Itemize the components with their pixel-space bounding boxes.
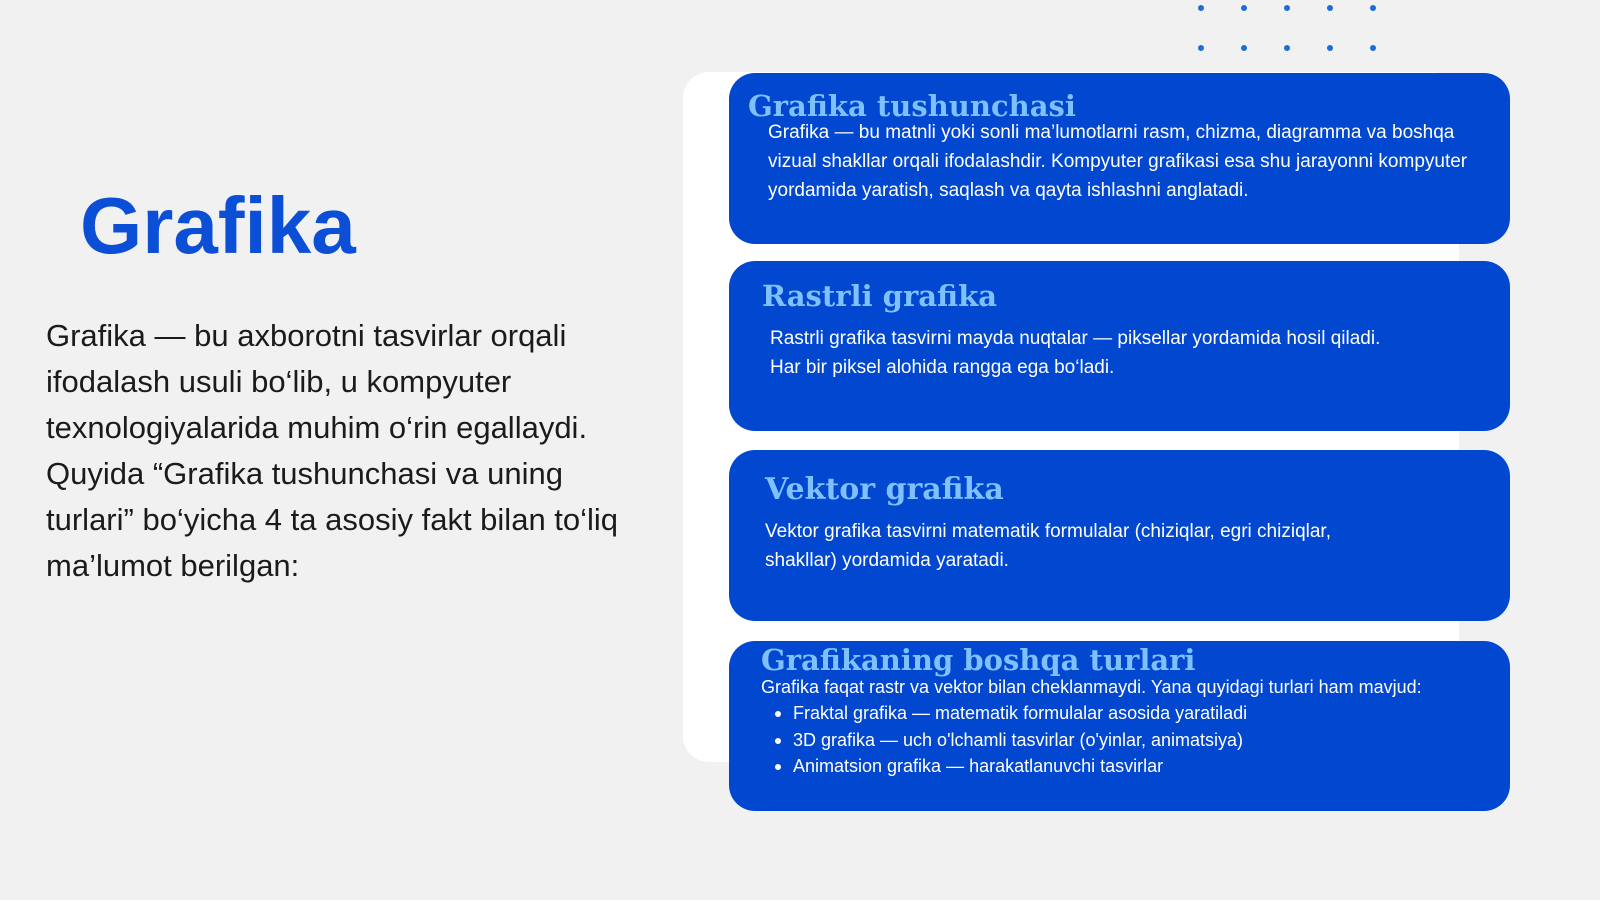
- card-text: Rastrli grafika tasvirni mayda nuqtalar — piksellar yordamida hosil qiladi. Har bir piksel alohida rangga ega bo‘ladi.: [770, 328, 1381, 378]
- card-vektor-grafika: [729, 450, 1510, 621]
- card-title: Rastrli grafika: [762, 279, 998, 313]
- card-text: Grafika — bu matnli yoki sonli ma’lumotlarni rasm, chizma, diagramma va boshqa vizual shakllar orqali ifodalashdir. Kompyuter grafikasi esa shu jarayonni kompyuter yordamida yaratish, saqlash va qayta ishlashni anglatadi.: [768, 122, 1468, 201]
- dot: [1284, 45, 1290, 51]
- bullet-icon: [775, 711, 781, 717]
- bullet-icon: [775, 764, 781, 770]
- list-item-text: Fraktal grafika — matematik formulalar asosida yaratiladi: [793, 703, 1248, 723]
- bullet-list: [761, 700, 1461, 780]
- card-rastrli-grafika: [729, 261, 1510, 431]
- list-item-text: Animatsion grafika — harakatlanuvchi tasvirlar: [793, 756, 1164, 776]
- dot: [1284, 5, 1290, 11]
- dot: [1327, 45, 1333, 51]
- list-item: [761, 753, 1461, 780]
- card-title: Grafikaning boshqa turlari: [761, 643, 1196, 677]
- dot: [1241, 5, 1247, 11]
- list-item: [761, 700, 1461, 727]
- card-text: Vektor grafika tasvirni matematik formulalar (chiziqlar, egri chiziqlar, shakllar) yordamida yaratadi.: [765, 521, 1331, 571]
- card-boshqa-turlari: [729, 641, 1510, 811]
- dot: [1198, 45, 1204, 51]
- dot: [1241, 45, 1247, 51]
- page-title: Grafika: [80, 181, 356, 270]
- dot: [1198, 5, 1204, 11]
- decorative-dot-grid: [1198, 0, 1388, 60]
- bullet-icon: [775, 738, 781, 744]
- card-text-block: [761, 674, 1461, 780]
- card-title: Grafika tushunchasi: [748, 89, 1076, 123]
- dot: [1370, 45, 1376, 51]
- dot: [1370, 5, 1376, 11]
- intro-paragraph: Grafika — bu axborotni tasvirlar orqali ifodalash usuli bo‘lib, u kompyuter texnologiyalarida muhim o‘rin egallaydi. Quyida “Grafika tushunchasi va uning turlari” bo‘yicha 4 ta asosiy fakt bilan to‘liq ma’lumot berilgan:: [46, 318, 619, 583]
- list-item: [761, 727, 1461, 754]
- card-title: Vektor grafika: [765, 472, 1004, 507]
- list-item-text: 3D grafika — uch o'lchamli tasvirlar (o'yinlar, animatsiya): [793, 729, 1244, 750]
- card-text: Grafika faqat rastr va vektor bilan cheklanmaydi. Yana quyidagi turlari ham mavjud:: [761, 677, 1422, 697]
- dot: [1327, 5, 1333, 11]
- card-grafika-tushunchasi: [729, 73, 1510, 244]
